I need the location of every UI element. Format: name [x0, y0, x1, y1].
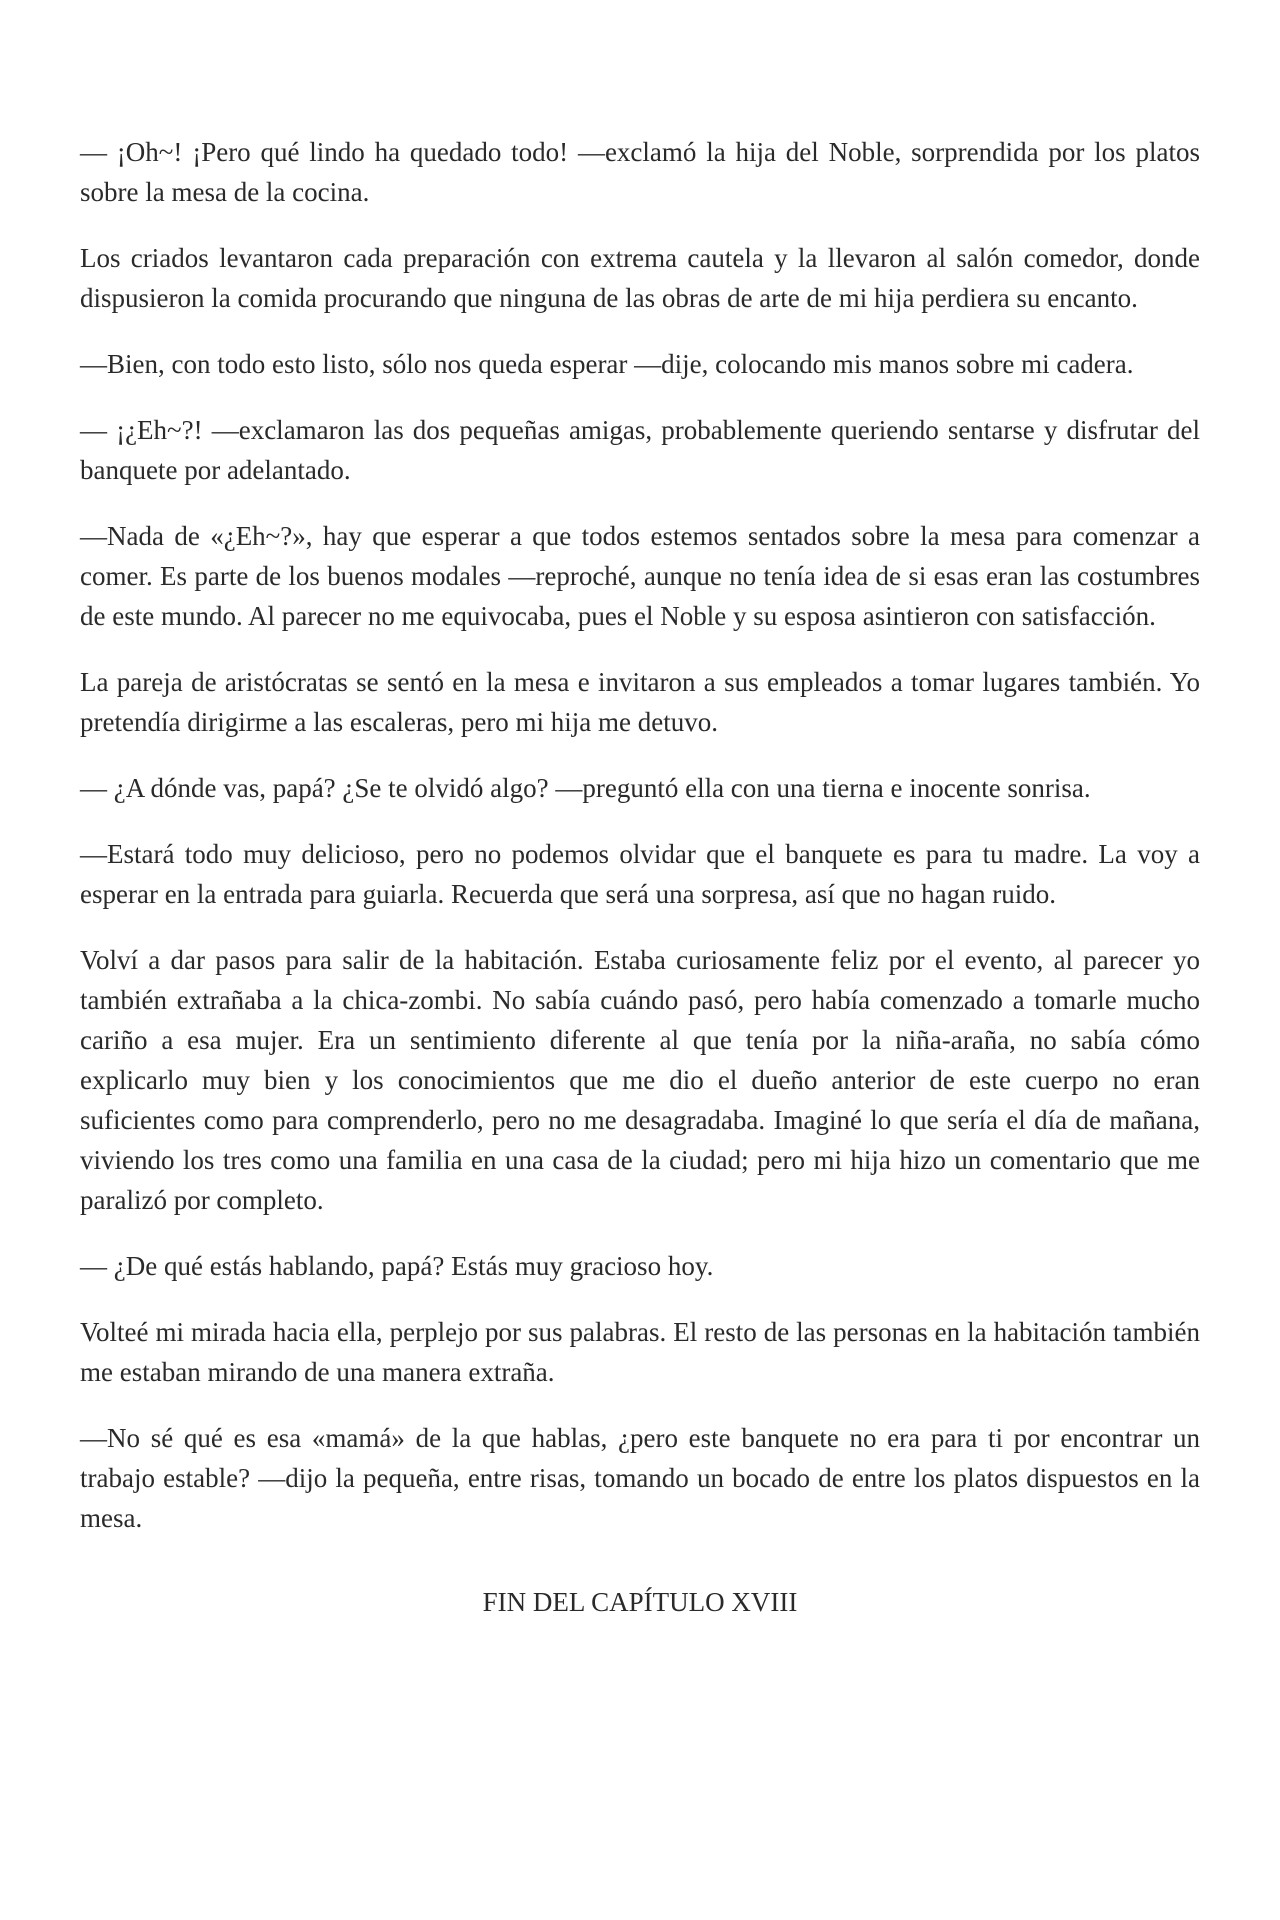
paragraph-6: La pareja de aristócratas se sentó en la mesa e invitaron a sus empleados a tomar lugares también. Yo pretendía dirigirme a las escaleras, pero mi hija me detuvo. [80, 667, 1200, 737]
paragraph-8: —Estará todo muy delicioso, pero no podemos olvidar que el banquete es para tu madre. La voy a esperar en la entrada para guiarla. Recuerda que será una sorpresa, así que no hagan ruido. [80, 839, 1200, 909]
paragraph-1: — ¡Oh~! ¡Pero qué lindo ha quedado todo! —exclamó la hija del Noble, sorprendida por los platos sobre la mesa de la cocina. [80, 137, 1200, 207]
paragraph-2: Los criados levantaron cada preparación con extrema cautela y la llevaron al salón comedor, donde dispusieron la comida procurando que ninguna de las obras de arte de mi hija perdiera su encanto. [80, 243, 1200, 313]
paragraph-10: — ¿De qué estás hablando, papá? Estás muy gracioso hoy. [80, 1251, 714, 1281]
paragraph-3: —Bien, con todo esto listo, sólo nos queda esperar —dije, colocando mis manos sobre mi cadera. [80, 349, 1134, 379]
paragraph-12: —No sé qué es esa «mamá» de la que hablas, ¿pero este banquete no era para ti por encontrar un trabajo estable? —dijo la pequeña, entre risas, tomando un bocado de entre los platos dispuestos en la mesa. [80, 1423, 1200, 1533]
paragraph-7: — ¿A dónde vas, papá? ¿Se te olvidó algo? —preguntó ella con una tierna e inocente sonrisa. [80, 773, 1091, 803]
paragraph-5: —Nada de «¿Eh~?», hay que esperar a que todos estemos sentados sobre la mesa para comenzar a comer. Es parte de los buenos modales —reproché, aunque no tenía idea de si esas eran las costumbres de este mundo. Al parecer no me equivocaba, pues el Noble y su esposa asintieron con satisfacción. [80, 521, 1200, 631]
paragraph-9: Volví a dar pasos para salir de la habitación. Estaba curiosamente feliz por el evento, al parecer yo también extrañaba a la chica-zombi. No sabía cuándo pasó, pero había comenzado a tomarle mucho cariño a esa mujer. Era un sentimiento diferente al que tenía por la niña-araña, no sabía cómo explicarlo muy bien y los conocimientos que me dio el dueño anterior de este cuerpo no eran suficientes como para comprenderlo, pero no me desagradaba. Imaginé lo que sería el día de mañana, viviendo los tres como una familia en una casa de la ciudad; pero mi hija hizo un comentario que me paralizó por completo. [80, 945, 1200, 1215]
chapter-end-heading: FIN DEL CAPÍTULO XVIII [482, 1587, 798, 1617]
paragraph-11: Volteé mi mirada hacia ella, perplejo por sus palabras. El resto de las personas en la habitación también me estaban mirando de una manera extraña. [80, 1317, 1200, 1387]
paragraph-4: — ¡¿Eh~?! —exclamaron las dos pequeñas amigas, probablemente queriendo sentarse y disfrutar del banquete por adelantado. [80, 415, 1200, 485]
